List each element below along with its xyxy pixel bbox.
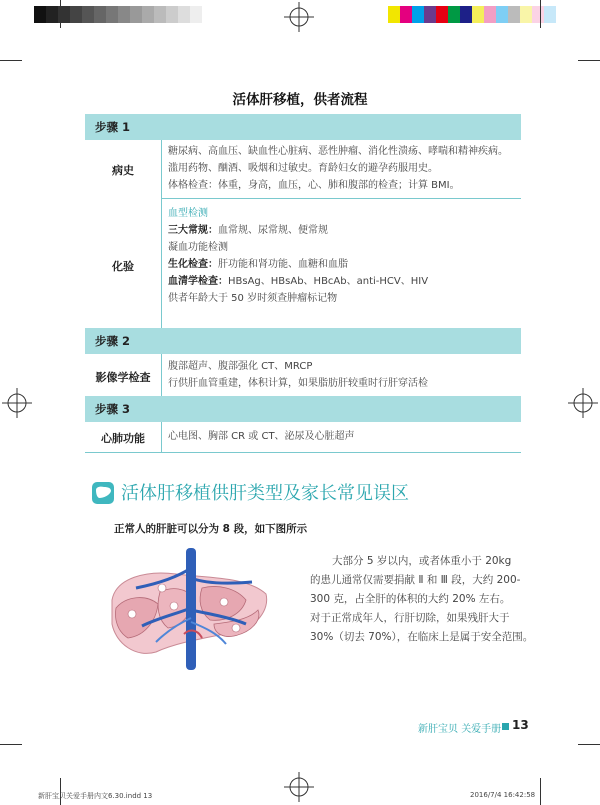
crop-mark	[540, 778, 541, 805]
paragraph-line: 对于正常成年人，行肝切除，如果残肝大于	[310, 612, 510, 624]
section-intro: 正常人的肝脏可以分为 8 段，如下图所示	[114, 523, 308, 535]
lab-label: 化验	[112, 260, 134, 273]
registration-mark-icon	[2, 388, 32, 418]
page-number: 13	[512, 718, 529, 732]
registration-mark-icon	[568, 388, 598, 418]
imaging-label: 影像学检查	[95, 371, 151, 384]
crop-mark	[540, 0, 541, 28]
liver-segments-illustration	[106, 548, 274, 670]
table-divider	[161, 422, 162, 452]
crop-mark	[0, 744, 22, 745]
step-1-header: 步骤 1	[85, 114, 521, 140]
imaging-cell	[168, 358, 518, 392]
imaging-line: 腹部超声、腹部强化 CT、MRCP	[168, 361, 313, 372]
table-divider	[161, 140, 162, 328]
color-bar	[388, 6, 556, 23]
imaging-line: 行供肝血管重建，体积计算，如果脂肪肝较重时行肝穿活检	[168, 378, 428, 389]
lab-line: 血清学检查：HBsAg、HBsAb、HBcAb、anti-HCV、HIV	[168, 276, 429, 287]
section-title: 活体肝移植供肝类型及家长常见误区	[121, 483, 409, 504]
paragraph-line: 30%（切去 70%），在临床上是属于安全范围。	[310, 631, 534, 643]
registration-mark-icon	[284, 2, 314, 32]
table-bottom-border	[85, 452, 521, 453]
section-paragraph	[310, 552, 534, 647]
history-line: 滥用药物、酗酒、吸烟和过敏史。育龄妇女的避孕药服用史。	[168, 163, 438, 174]
history-label: 病史	[112, 164, 134, 177]
crop-mark	[578, 60, 600, 61]
brand-name: 新肝宝贝	[418, 724, 458, 735]
registration-mark-icon	[284, 772, 314, 802]
history-cell	[168, 143, 518, 194]
brand-subtitle: 关爱手册	[461, 724, 502, 735]
crop-mark	[0, 60, 22, 61]
brand-footer	[418, 720, 501, 735]
liver-icon	[92, 482, 114, 504]
blood-type-subheading: 血型检测	[168, 208, 208, 219]
table-divider	[161, 354, 162, 396]
cardio-cell: 心电图、胸部 CR 或 CT、泌尿及心脏超声	[168, 431, 355, 442]
crop-mark	[60, 0, 61, 28]
paragraph-line: 300 克，占全肝的体积的大约 20% 左右。	[310, 593, 511, 605]
lab-line: 供者年龄大于 50 岁时须查肿瘤标记物	[168, 293, 338, 304]
table-row-divider	[161, 198, 521, 199]
paragraph-line: 大部分 5 岁以内，或者体重小于 20kg	[332, 555, 512, 567]
lab-line: 凝血功能检测	[168, 242, 228, 253]
print-slug-file: 新肝宝贝关爱手册内文6.30.indd 13	[38, 792, 153, 800]
print-slug-date: 2016/7/4 16:42:58	[470, 791, 536, 799]
history-line: 糖尿病、高血压、缺血性心脏病、恶性肿瘤、消化性溃疡、哮喘和精神疾病。	[168, 146, 508, 157]
step-2-header: 步骤 2	[85, 328, 521, 354]
history-line: 体格检查：体重，身高，血压，心、肺和腹部的检查；计算 BMI。	[168, 180, 460, 191]
page-title: 活体肝移植，供者流程	[232, 92, 368, 108]
page-marker	[502, 723, 509, 730]
crop-mark	[578, 744, 600, 745]
cardio-label: 心肺功能	[101, 432, 145, 445]
step-3-header: 步骤 3	[85, 396, 521, 422]
lab-line: 生化检查：肝功能和肾功能、血糖和血脂	[168, 259, 348, 270]
lab-cell	[168, 205, 518, 307]
lab-line: 三大常规：血常规、尿常规、便常规	[168, 225, 328, 236]
paragraph-line: 的患儿通常仅需要捐献 Ⅱ 和 Ⅲ 段，大约 200-	[310, 574, 521, 586]
